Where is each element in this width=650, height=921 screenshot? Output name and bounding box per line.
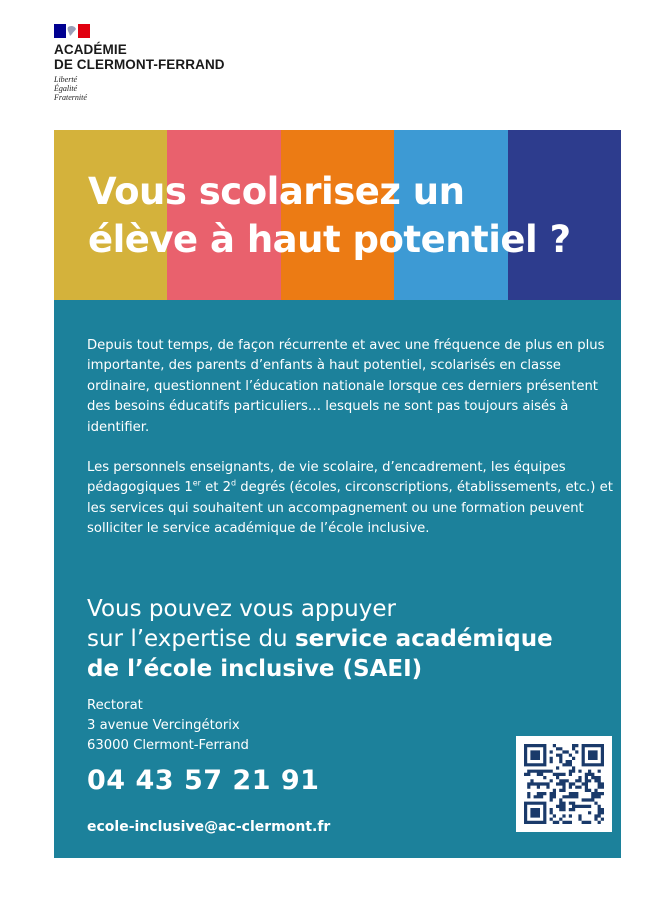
phone-number[interactable]: 04 43 57 21 91 <box>87 765 320 796</box>
superscript-d: d <box>231 479 237 489</box>
audience-paragraph <box>87 458 617 540</box>
republic-motto <box>54 75 225 102</box>
academy-name <box>54 42 225 72</box>
page-title <box>88 168 571 264</box>
motto-fraternite: Fraternité <box>54 93 87 102</box>
expertise-line2-regular: sur l’expertise du <box>87 626 295 652</box>
expertise-heading <box>87 594 553 684</box>
qr-code-icon <box>524 744 604 824</box>
academy-name-line2: DE CLERMONT-FERRAND <box>54 57 225 72</box>
address-line3: 63000 Clermont-Ferrand <box>87 738 249 753</box>
email-link[interactable]: ecole-inclusive@ac-clermont.fr <box>87 819 331 835</box>
audience-text-c: degrés (écoles, circonscriptions, établissements, etc.) et les services qui souhaitent un accompagnement ou une formation peuvent solliciter le service académique de l’école inclusive. <box>87 480 613 537</box>
superscript-er: er <box>192 479 201 489</box>
address-line2: 3 avenue Vercingétorix <box>87 718 240 733</box>
poster <box>54 130 621 858</box>
qr-code[interactable] <box>516 736 612 832</box>
intro-paragraph: Depuis tout temps, de façon récurrente et avec une fréquence de plus en plus importante, des parents d’enfants à haut potentiel, scolarisés en classe ordinaire, questionnent l’éducation nationale lorsque ces derniers présentent des besoins éducatifs particuliers… lesquels ne sont pas toujours aisés à identifier. <box>87 338 605 435</box>
title-line1: Vous scolarisez un <box>88 170 465 213</box>
title-line2: élève à haut potentiel ? <box>88 218 571 261</box>
expertise-line2-bold: service académique <box>294 626 553 652</box>
address-block <box>87 696 249 756</box>
expertise-line3-bold: de l’école inclusive (SAEI) <box>87 656 423 682</box>
expertise-line1: Vous pouvez vous appuyer <box>87 596 396 622</box>
audience-text-a: Les personnels enseignants, de vie scolaire, d’encadrement, les équipes pédagogiques 1 <box>87 460 566 496</box>
academy-header <box>54 24 225 102</box>
academy-name-line1: ACADÉMIE <box>54 42 127 57</box>
motto-egalite: Égalité <box>54 84 78 93</box>
address-line1: Rectorat <box>87 698 143 713</box>
marianne-flag-logo <box>54 24 90 38</box>
motto-liberte: Liberté <box>54 75 78 84</box>
audience-text-b: et 2 <box>200 480 231 496</box>
